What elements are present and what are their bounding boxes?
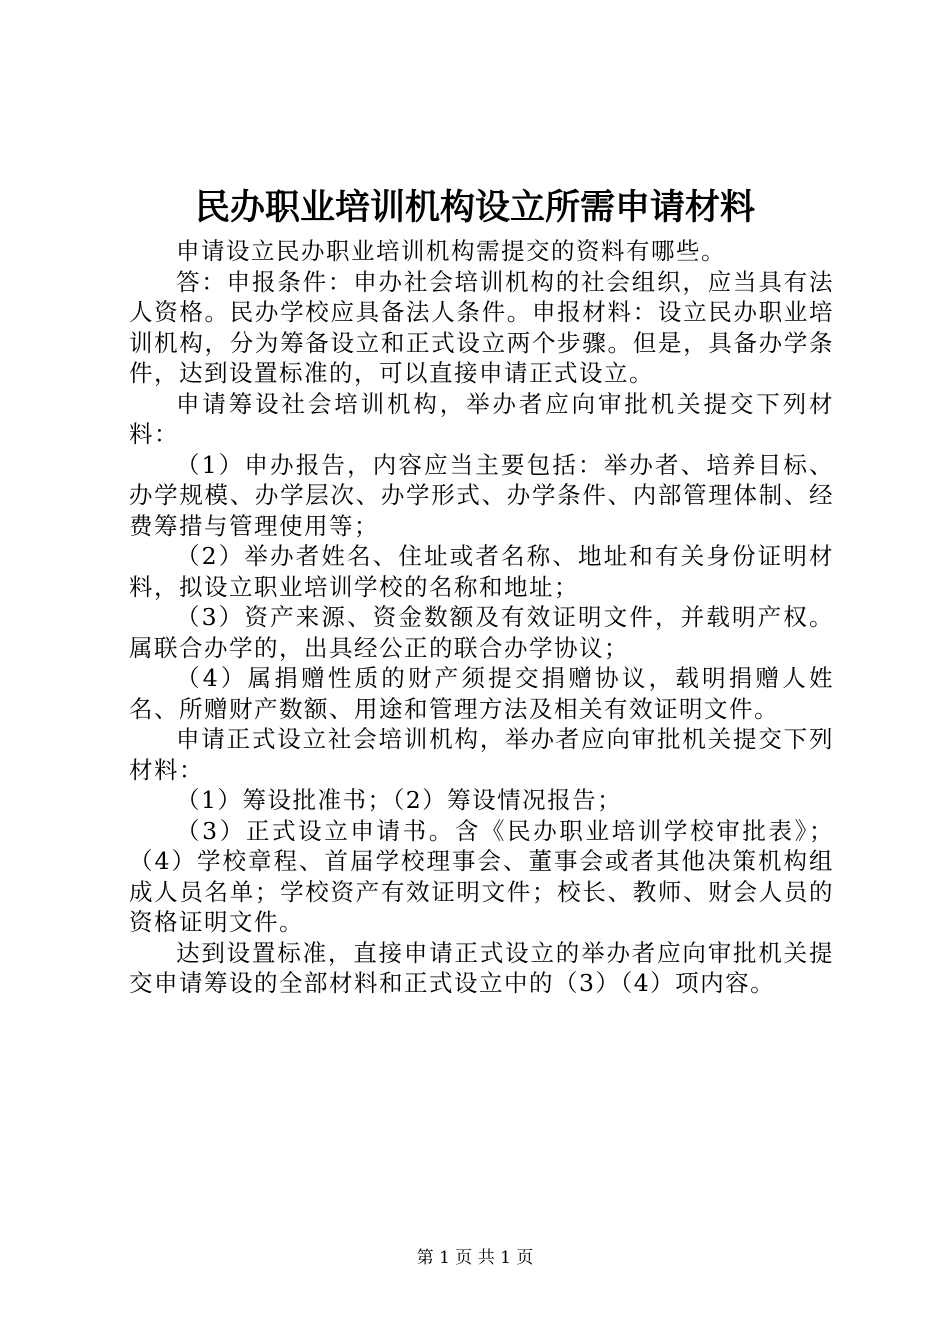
page-footer: 第 1 页 共 1 页 [416,1248,534,1268]
paragraph-answer: 答：申报条件：申办社会培训机构的社会组织，应当具有法人资格。民办学校应具备法人条件。申报材料：设立民办职业培训机构，分为筹备设立和正式设立两个步骤。但是，具备办学条件，达到设置标准的，可以直接申请正式设立。 [129,267,834,387]
document-title: 民办职业培训机构设立所需申请材料 [194,187,755,228]
paragraph-preparation-item-1: （1）申办报告，内容应当主要包括：举办者、培养目标、办学规模、办学层次、办学形式、办学条件、内部管理体制、经费筹措与管理使用等； [129,450,834,540]
paragraph-question: 申请设立民办职业培训机构需提交的资料有哪些。 [176,237,726,265]
paragraph-formal-items-3-4: （3）正式设立申请书。含《民办职业培训学校审批表》；（4）学校章程、首届学校理事会、董事会或者其他决策机构组成人员名单；学校资产有效证明文件；校长、教师、财会人员的资格证明文件。 [129,816,834,936]
paragraph-formal-intro: 申请正式设立社会培训机构，举办者应向审批机关提交下列材料： [129,725,834,784]
paragraph-preparation-item-2: （2）举办者姓名、住址或者名称、地址和有关身份证明材料，拟设立职业培训学校的名称和地址； [129,542,834,601]
paragraph-preparation-item-4: （4）属捐赠性质的财产须提交捐赠协议，载明捐赠人姓名、所赠财产数额、用途和管理方法及相关有效证明文件。 [129,664,834,723]
document-body [129,236,834,999]
paragraph-preparation-item-3: （3）资产来源、资金数额及有效证明文件，并载明产权。属联合办学的，出具经公正的联合办学协议； [129,603,834,662]
paragraph-preparation-intro: 申请筹设社会培训机构，举办者应向审批机关提交下列材料： [129,389,834,448]
paragraph-direct-application: 达到设置标准，直接申请正式设立的举办者应向审批机关提交申请筹设的全部材料和正式设立中的（3）（4）项内容。 [129,938,834,997]
paragraph-formal-items-1-2: （1）筹设批准书；（2）筹设情况报告； [176,786,623,814]
